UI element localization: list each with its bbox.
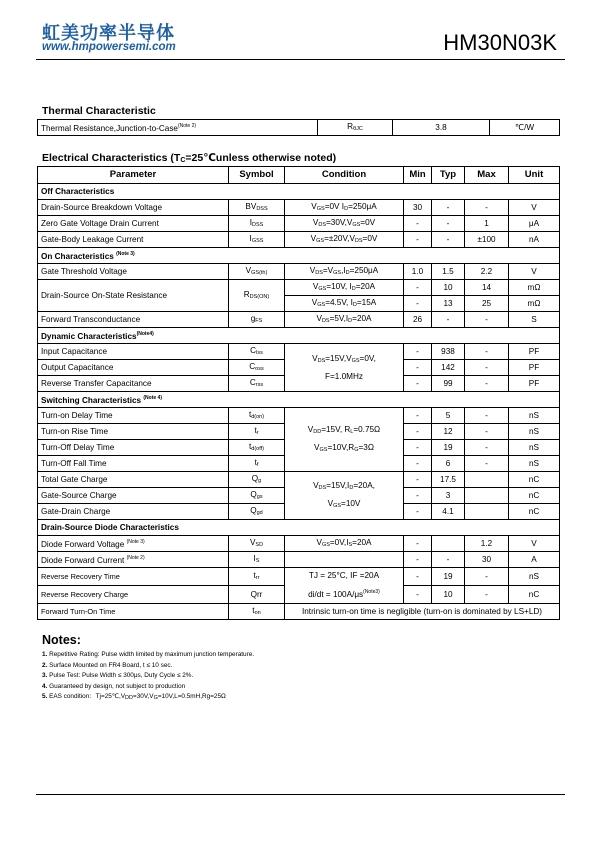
- note-item: 3. Pulse Test: Pulse Width ≤ 300μs, Duty Cycle ≤ 2%.: [42, 672, 194, 679]
- typ-cell: -: [432, 552, 465, 568]
- max-cell: -: [465, 312, 509, 328]
- typ-cell: 13: [432, 296, 465, 312]
- param-cell: Reverse Recovery Charge: [38, 586, 229, 604]
- note-item: 5. EAS condition：Tj=25℃,VDD=30V,VG=10V,L=0.5mH,Rg=25Ω: [42, 693, 226, 701]
- max-cell: -: [465, 456, 509, 472]
- typ-cell: 10: [432, 586, 465, 604]
- unit-cell: S: [509, 312, 560, 328]
- condition-cell: VDS=15V,ID=20A, VGS=10V: [285, 472, 404, 520]
- symbol-cell: VSD: [229, 536, 285, 552]
- max-cell: -: [465, 376, 509, 392]
- symbol-cell: Qgs: [229, 488, 285, 504]
- min-cell: -: [404, 568, 432, 586]
- unit-cell: nS: [509, 456, 560, 472]
- symbol-cell: RθJC: [318, 120, 393, 136]
- electrical-title: Electrical Characteristics (TC=25℃unless otherwise noted): [42, 152, 337, 164]
- min-cell: -: [404, 440, 432, 456]
- thermal-title: Thermal Characteristic: [42, 105, 156, 117]
- thermal-table: [37, 119, 560, 136]
- unit-cell: A: [509, 552, 560, 568]
- param-cell: Forward Turn-On Time: [38, 604, 229, 620]
- symbol-cell: td(on): [229, 408, 285, 424]
- table-row: [38, 568, 560, 586]
- section-title: Off Characteristics: [38, 184, 560, 200]
- max-cell: 2.2: [465, 264, 509, 280]
- param-cell: Gate Threshold Voltage: [38, 264, 229, 280]
- min-cell: 30: [404, 200, 432, 216]
- typ-cell: 19: [432, 440, 465, 456]
- section-title: Dynamic Characteristics$^{(Note4)}$: [38, 328, 560, 344]
- electrical-table: [37, 166, 560, 620]
- table-row: [38, 232, 560, 248]
- table-row: [38, 472, 560, 488]
- unit-cell: PF: [509, 376, 560, 392]
- param-cell: Turn-on Delay Time: [38, 408, 229, 424]
- param-cell: Diode Forward Voltage $^{(Note 3)}$: [38, 536, 229, 552]
- symbol-cell: BVDSS: [229, 200, 285, 216]
- max-cell: 1: [465, 216, 509, 232]
- typ-cell: 3: [432, 488, 465, 504]
- symbol-cell: Qg: [229, 472, 285, 488]
- condition-cell: VGS=4.5V, ID=15A: [285, 296, 404, 312]
- typ-cell: 6: [432, 456, 465, 472]
- symbol-cell: VGS(th): [229, 264, 285, 280]
- min-cell: -: [404, 424, 432, 440]
- max-cell: 14: [465, 280, 509, 296]
- condition-cell: TJ = 25°C, IF =20A $di/dt = 100A/\mu s^{(Note3)}$: [285, 568, 404, 604]
- unit-cell: V: [509, 536, 560, 552]
- table-row: [38, 552, 560, 568]
- typ-cell: 142: [432, 360, 465, 376]
- unit-cell: nS: [509, 568, 560, 586]
- min-cell: -: [404, 296, 432, 312]
- section-row: [38, 520, 560, 536]
- typ-cell: 1.5: [432, 264, 465, 280]
- table-row: [38, 536, 560, 552]
- symbol-cell: IGSS: [229, 232, 285, 248]
- col-header: Symbol: [229, 167, 285, 184]
- note-item: 2. Surface Mounted on FR4 Board, t ≤ 10 sec.: [42, 661, 173, 669]
- min-cell: -: [404, 376, 432, 392]
- col-header: Min: [404, 167, 432, 184]
- max-cell: 30: [465, 552, 509, 568]
- min-cell: -: [404, 472, 432, 488]
- min-cell: -: [404, 586, 432, 604]
- typ-cell: 4.1: [432, 504, 465, 520]
- brand-url: www.hmpowersemi.com: [42, 41, 176, 53]
- unit-cell: ℃/W: [490, 120, 560, 136]
- param-cell: Total Gate Charge: [38, 472, 229, 488]
- typ-cell: 19: [432, 568, 465, 586]
- param-cell: Turn-Off Delay Time: [38, 440, 229, 456]
- max-cell: [465, 488, 509, 504]
- min-cell: -: [404, 360, 432, 376]
- table-row: [38, 200, 560, 216]
- symbol-cell: tf: [229, 456, 285, 472]
- condition-cell: VDS=15V,VGS=0V, F=1.0MHz: [285, 344, 404, 392]
- typ-cell: -: [432, 232, 465, 248]
- param-cell: Output Capacitance: [38, 360, 229, 376]
- unit-cell: PF: [509, 360, 560, 376]
- table-row: [38, 120, 560, 136]
- condition-cell: VDS=30V,VGS=0V: [285, 216, 404, 232]
- max-cell: [465, 472, 509, 488]
- param-cell: Gate-Source Charge: [38, 488, 229, 504]
- min-cell: -: [404, 456, 432, 472]
- typ-cell: [432, 536, 465, 552]
- unit-cell: PF: [509, 344, 560, 360]
- symbol-cell: trr: [229, 568, 285, 586]
- typ-cell: 10: [432, 280, 465, 296]
- min-cell: -: [404, 488, 432, 504]
- notes-title: Notes:: [42, 633, 81, 647]
- unit-cell: μA: [509, 216, 560, 232]
- header-rule: [36, 59, 565, 60]
- typ-cell: -: [432, 200, 465, 216]
- symbol-cell: RDS(ON): [229, 280, 285, 312]
- typ-cell: -: [432, 312, 465, 328]
- min-cell: -: [404, 232, 432, 248]
- max-cell: -: [465, 360, 509, 376]
- param-cell: Thermal Resistance,Junction-to-Case$^{(Note 2)}$: [38, 120, 318, 136]
- param-cell: Turn-on Rise Time: [38, 424, 229, 440]
- min-cell: -: [404, 280, 432, 296]
- symbol-cell: IDSS: [229, 216, 285, 232]
- max-cell: -: [465, 568, 509, 586]
- symbol-cell: td(off): [229, 440, 285, 456]
- table-row: [38, 312, 560, 328]
- note-item: 4. Guaranteed by design, not subject to production: [42, 682, 186, 690]
- section-row: [38, 328, 560, 344]
- max-cell: -: [465, 586, 509, 604]
- symbol-cell: Crss: [229, 376, 285, 392]
- section-row: [38, 248, 560, 264]
- section-title: Drain-Source Diode Characteristics: [38, 520, 560, 536]
- unit-cell: nA: [509, 232, 560, 248]
- max-cell: -: [465, 440, 509, 456]
- max-cell: -: [465, 200, 509, 216]
- unit-cell: nC: [509, 472, 560, 488]
- min-cell: 1.0: [404, 264, 432, 280]
- param-cell: Turn-Off Fall Time: [38, 456, 229, 472]
- min-cell: -: [404, 216, 432, 232]
- table-row: [38, 264, 560, 280]
- section-row: [38, 392, 560, 408]
- condition-cell: VDS=VGS,ID=250μA: [285, 264, 404, 280]
- typ-cell: -: [432, 216, 465, 232]
- condition-cell: [285, 552, 404, 568]
- param-cell: Diode Forward Current $^{(Note 2)}$: [38, 552, 229, 568]
- notes-list: [42, 650, 254, 704]
- col-header: Parameter: [38, 167, 229, 184]
- condition-cell: VDD=15V, RL=0.75Ω VGS=10V,RG=3Ω: [285, 408, 404, 472]
- table-row: [38, 280, 560, 296]
- min-cell: 26: [404, 312, 432, 328]
- param-cell: Gate-Body Leakage Current: [38, 232, 229, 248]
- min-cell: -: [404, 504, 432, 520]
- symbol-cell: gFS: [229, 312, 285, 328]
- note-item: 1. Repetitive Rating: Pulse width limited by maximum junction temperature.: [42, 651, 255, 658]
- min-cell: -: [404, 552, 432, 568]
- symbol-cell: tr: [229, 424, 285, 440]
- symbol-cell: Qrr: [229, 586, 285, 604]
- param-cell: Zero Gate Voltage Drain Current: [38, 216, 229, 232]
- table-row: [38, 344, 560, 360]
- footer-rule: [36, 794, 565, 795]
- table-row: [38, 216, 560, 232]
- min-cell: -: [404, 536, 432, 552]
- max-cell: -: [465, 424, 509, 440]
- max-cell: ±100: [465, 232, 509, 248]
- max-cell: -: [465, 344, 509, 360]
- param-cell: Drain-Source Breakdown Voltage: [38, 200, 229, 216]
- max-cell: 25: [465, 296, 509, 312]
- param-cell: Reverse Transfer Capacitance: [38, 376, 229, 392]
- typ-cell: 99: [432, 376, 465, 392]
- condition-cell: VDS=5V,ID=20A: [285, 312, 404, 328]
- brand-name: 虹美功率半导体: [42, 23, 175, 44]
- param-cell: Input Capacitance: [38, 344, 229, 360]
- condition-cell: Intrinsic turn-on time is negligible (turn-on is dominated by LS+LD): [285, 604, 560, 620]
- unit-cell: mΩ: [509, 296, 560, 312]
- symbol-cell: IS: [229, 552, 285, 568]
- max-cell: -: [465, 408, 509, 424]
- unit-cell: nS: [509, 440, 560, 456]
- unit-cell: nC: [509, 586, 560, 604]
- max-cell: [465, 504, 509, 520]
- unit-cell: mΩ: [509, 280, 560, 296]
- col-header: Unit: [509, 167, 560, 184]
- unit-cell: nC: [509, 504, 560, 520]
- condition-cell: VGS=±20V,VDS=0V: [285, 232, 404, 248]
- symbol-cell: Clss: [229, 344, 285, 360]
- section-row: [38, 184, 560, 200]
- unit-cell: nS: [509, 408, 560, 424]
- param-cell: Reverse Recovery Time: [38, 568, 229, 586]
- condition-cell: VGS=0V,IS=20A: [285, 536, 404, 552]
- typ-cell: 5: [432, 408, 465, 424]
- symbol-cell: Qgd: [229, 504, 285, 520]
- param-cell: Gate-Drain Charge: [38, 504, 229, 520]
- param-cell: Forward Transconductance: [38, 312, 229, 328]
- condition-cell: VGS=10V, ID=20A: [285, 280, 404, 296]
- symbol-cell: Coss: [229, 360, 285, 376]
- symbol-cell: ton: [229, 604, 285, 620]
- unit-cell: V: [509, 200, 560, 216]
- typ-cell: 938: [432, 344, 465, 360]
- typ-cell: 12: [432, 424, 465, 440]
- param-cell: Drain-Source On-State Resistance: [38, 280, 229, 312]
- table-row: [38, 604, 560, 620]
- part-number: HM30N03K: [443, 30, 557, 55]
- unit-cell: V: [509, 264, 560, 280]
- value-cell: 3.8: [393, 120, 490, 136]
- section-title: On Characteristics $^{(Note 3)}$: [38, 248, 560, 264]
- col-header: Condition: [285, 167, 404, 184]
- header-row: [38, 167, 560, 184]
- max-cell: 1.2: [465, 536, 509, 552]
- col-header: Max: [465, 167, 509, 184]
- unit-cell: nC: [509, 488, 560, 504]
- unit-cell: nS: [509, 424, 560, 440]
- condition-cell: VGS=0V ID=250μA: [285, 200, 404, 216]
- min-cell: -: [404, 408, 432, 424]
- min-cell: -: [404, 344, 432, 360]
- typ-cell: 17.5: [432, 472, 465, 488]
- section-title: Switching Characteristics $^{(Note 4)}$: [38, 392, 560, 408]
- table-row: [38, 408, 560, 424]
- col-header: Typ: [432, 167, 465, 184]
